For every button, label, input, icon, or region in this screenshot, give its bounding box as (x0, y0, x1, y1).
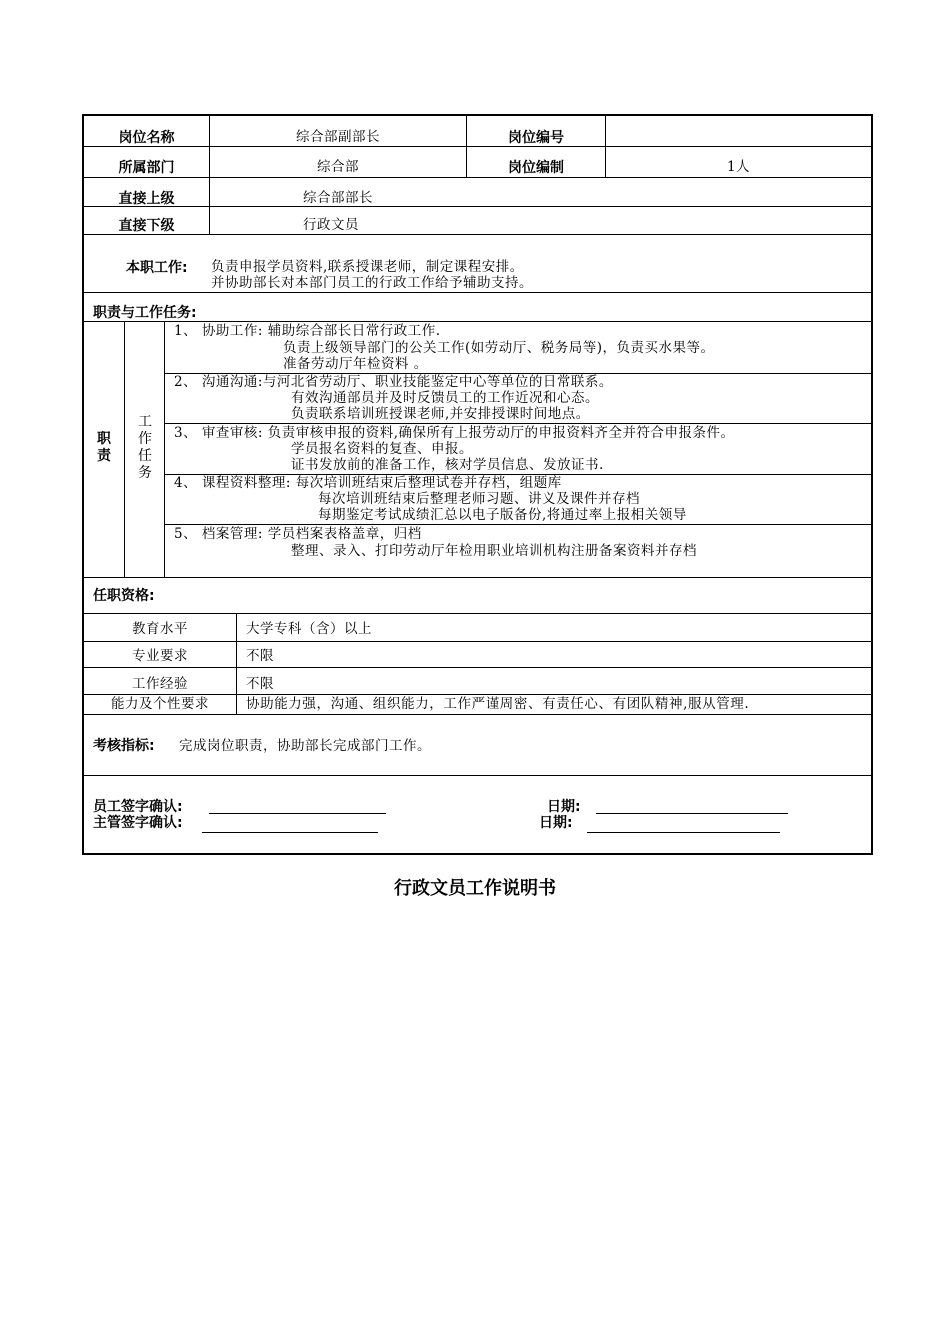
subordinate-value: 行政文员 (303, 217, 359, 233)
superior-value: 综合部部长 (303, 190, 373, 206)
main-work-line: 负责申报学员资料,联系授课老师，制定课程安排。 (211, 259, 524, 275)
task-line: 负责上级领导部门的公关工作(如劳动厅、税务局等)，负责买水果等。 (283, 340, 715, 356)
task-line: 3、 审查审核: 负责审核申报的资料,确保所有上报劳动厅的申报资料齐全并符合申报条件。 (174, 425, 735, 441)
duties-section-label: 职责与工作任务: (93, 305, 197, 321)
date-label: 日期: (547, 799, 581, 815)
duties-side-label: 职责 (97, 431, 111, 464)
task-line: 4、 课程资料整理: 每次培训班结束后整理试卷并存档，组题库 (174, 475, 562, 491)
row-divider (84, 177, 871, 178)
job-description-form (82, 114, 873, 855)
col-divider (164, 321, 165, 577)
dept-label: 所属部门 (118, 160, 175, 176)
superior-label: 直接上级 (118, 191, 175, 207)
task-line: 整理、录入、打印劳动厅年检用职业培训机构注册备案资料并存档 (291, 543, 697, 559)
task-line: 有效沟通部员并及时反馈员工的工作近况和心态。 (291, 390, 599, 406)
row-divider (84, 234, 871, 235)
row-divider (84, 577, 871, 578)
headcount-label: 岗位编制 (508, 160, 564, 176)
qualification-value: 协助能力强，沟通、组织能力，工作严谨周密、有责任心、有团队精神,服从管理. (246, 696, 750, 712)
employee-signature-line[interactable] (209, 801, 386, 814)
qualification-value: 不限 (246, 676, 274, 692)
supervisor-signature-label: 主管签字确认: (93, 815, 183, 831)
qualification-value: 不限 (246, 648, 274, 664)
qualification-label: 专业要求 (132, 648, 188, 664)
assessment-value: 完成岗位职责，协助部长完成部门工作。 (179, 738, 431, 754)
post-name-label: 岗位名称 (118, 130, 175, 146)
subordinate-label: 直接下级 (118, 218, 175, 234)
date-label: 日期: (539, 815, 573, 831)
assessment-label: 考核指标: (93, 738, 155, 754)
task-divider (164, 524, 871, 525)
task-line: 负责联系培训班授课老师,并安排授课时间地点。 (291, 406, 590, 422)
qualification-label: 能力及个性要求 (111, 696, 209, 712)
main-work-line: 并协助部长对本部门员工的行政工作给予辅助支持。 (211, 275, 533, 291)
qualification-label: 工作经验 (132, 676, 188, 692)
row-divider (84, 714, 871, 715)
headcount-value: 1人 (726, 159, 751, 175)
row-divider (84, 694, 871, 695)
dept-value: 综合部 (317, 159, 359, 175)
employee-signature-label: 员工签字确认: (93, 799, 183, 815)
post-no-label: 岗位编号 (508, 130, 564, 146)
task-divider (164, 423, 871, 424)
task-line: 1、 协助工作: 辅助综合部长日常行政工作. (174, 323, 441, 339)
row-divider (84, 613, 871, 614)
qualifications-section-label: 任职资格: (93, 588, 155, 604)
row-divider (84, 292, 871, 293)
task-line: 5、 档案管理: 学员档案表格盖章，归档 (174, 526, 422, 542)
document-title: 行政文员工作说明书 (394, 878, 556, 899)
qualification-value: 大学专科（含）以上 (246, 621, 372, 637)
date-line[interactable] (587, 820, 780, 833)
task-line: 每次培训班结束后整理老师习题、讲义及课件并存档 (318, 491, 640, 507)
row-divider (84, 775, 871, 776)
row-divider (84, 667, 871, 668)
task-line: 证书发放前的准备工作，核对学员信息、发放证书. (291, 457, 604, 473)
row-divider (84, 146, 871, 147)
task-line: 准备劳动厅年检资料 。 (283, 356, 428, 372)
task-line: 学员报名资料的复查、申报。 (291, 441, 473, 457)
duties-sub-label: 工作任务 (138, 414, 152, 481)
post-name-value: 综合部副部长 (296, 129, 380, 145)
date-line[interactable] (596, 801, 788, 814)
main-work-label: 本职工作: (126, 260, 188, 276)
row-divider (84, 321, 871, 322)
col-divider (236, 613, 237, 714)
row-divider (84, 641, 871, 642)
task-line: 2、 沟通沟通:与河北省劳动厅、职业技能鉴定中心等单位的日常联系。 (174, 374, 613, 390)
col-divider (124, 321, 125, 577)
task-line: 每期鉴定考试成绩汇总以电子版备份,将通过率上报相关领导 (318, 507, 687, 523)
supervisor-signature-line[interactable] (202, 820, 378, 833)
qualification-label: 教育水平 (132, 621, 188, 637)
